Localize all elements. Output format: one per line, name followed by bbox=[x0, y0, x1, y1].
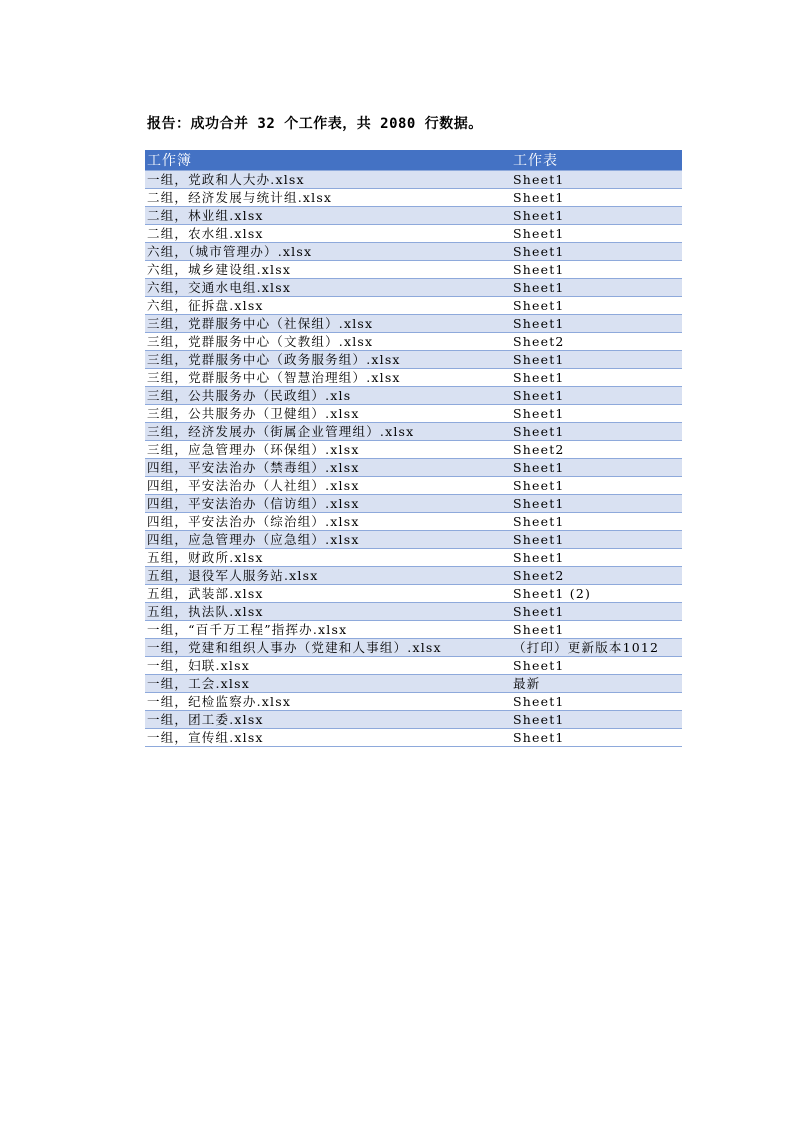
sheet-cell: Sheet1 bbox=[511, 513, 682, 531]
table-row bbox=[145, 531, 682, 549]
workbook-cell: 三组，公共服务办（民政组）.xls bbox=[145, 387, 511, 405]
table-row bbox=[145, 315, 682, 333]
workbook-cell: 五组，武装部.xlsx bbox=[145, 585, 511, 603]
workbook-cell: 四组，平安法治办（综治组）.xlsx bbox=[145, 513, 511, 531]
table-row bbox=[145, 423, 682, 441]
table-row bbox=[145, 603, 682, 621]
table-row bbox=[145, 477, 682, 495]
workbook-cell: 三组，党群服务中心（智慧治理组）.xlsx bbox=[145, 369, 511, 387]
workbook-cell: 三组，党群服务中心（文教组）.xlsx bbox=[145, 333, 511, 351]
sheet-cell: Sheet2 bbox=[511, 567, 682, 585]
sheet-cell: Sheet1 bbox=[511, 459, 682, 477]
workbook-cell: 三组，经济发展办（街属企业管理组）.xlsx bbox=[145, 423, 511, 441]
sheet-cell: Sheet1 bbox=[511, 279, 682, 297]
workbook-cell: 五组，财政所.xlsx bbox=[145, 549, 511, 567]
table-row bbox=[145, 189, 682, 207]
table-row bbox=[145, 351, 682, 369]
table-row bbox=[145, 297, 682, 315]
sheet-cell: Sheet1 bbox=[511, 495, 682, 513]
sheet-cell: Sheet1 bbox=[511, 711, 682, 729]
table-row bbox=[145, 711, 682, 729]
sheet-cell: Sheet1 bbox=[511, 729, 682, 747]
table-row bbox=[145, 333, 682, 351]
sheet-cell: Sheet1 bbox=[511, 621, 682, 639]
table-row bbox=[145, 657, 682, 675]
sheet-cell: Sheet2 bbox=[511, 441, 682, 459]
sheet-cell: Sheet1 bbox=[511, 225, 682, 243]
sheet-cell: Sheet1 bbox=[511, 351, 682, 369]
workbook-cell: 一组，宣传组.xlsx bbox=[145, 729, 511, 747]
workbook-cell: 四组，平安法治办（信访组）.xlsx bbox=[145, 495, 511, 513]
table-row bbox=[145, 567, 682, 585]
workbook-cell: 五组，执法队.xlsx bbox=[145, 603, 511, 621]
table-row bbox=[145, 513, 682, 531]
table-row bbox=[145, 405, 682, 423]
table-row bbox=[145, 675, 682, 693]
sheet-cell: Sheet1 bbox=[511, 369, 682, 387]
workbook-cell: 三组，党群服务中心（政务服务组）.xlsx bbox=[145, 351, 511, 369]
workbook-cell: 一组，团工委.xlsx bbox=[145, 711, 511, 729]
workbook-cell: 三组，公共服务办（卫健组）.xlsx bbox=[145, 405, 511, 423]
sheet-cell: Sheet1 bbox=[511, 693, 682, 711]
sheet-cell: Sheet1 (2) bbox=[511, 585, 682, 603]
workbook-cell: 五组，退役军人服务站.xlsx bbox=[145, 567, 511, 585]
table-row bbox=[145, 639, 682, 657]
workbook-cell: 二组，林业组.xlsx bbox=[145, 207, 511, 225]
header-workbook: 工作簿 bbox=[147, 153, 192, 169]
table-row bbox=[145, 369, 682, 387]
workbook-cell: 一组，党政和人大办.xlsx bbox=[145, 171, 511, 189]
workbook-cell: 四组，平安法治办（禁毒组）.xlsx bbox=[145, 459, 511, 477]
table-row bbox=[145, 171, 682, 189]
table-row bbox=[145, 693, 682, 711]
table-row bbox=[145, 261, 682, 279]
table-row bbox=[145, 495, 682, 513]
workbook-cell: 一组，“百千万工程”指挥办.xlsx bbox=[145, 621, 511, 639]
table-row bbox=[145, 441, 682, 459]
sheet-cell: Sheet1 bbox=[511, 297, 682, 315]
table-row bbox=[145, 549, 682, 567]
workbook-cell: 四组，平安法治办（人社组）.xlsx bbox=[145, 477, 511, 495]
table-row bbox=[145, 621, 682, 639]
sheet-cell: Sheet1 bbox=[511, 477, 682, 495]
workbook-cell: 一组，妇联.xlsx bbox=[145, 657, 511, 675]
table-row bbox=[145, 279, 682, 297]
sheet-cell: Sheet1 bbox=[511, 171, 682, 189]
header-sheet: 工作表 bbox=[513, 153, 558, 169]
workbook-cell: 六组，（城市管理办）.xlsx bbox=[145, 243, 511, 261]
sheet-cell: Sheet1 bbox=[511, 405, 682, 423]
sheet-cell: Sheet1 bbox=[511, 261, 682, 279]
sheet-cell: Sheet1 bbox=[511, 189, 682, 207]
sheet-cell: Sheet1 bbox=[511, 387, 682, 405]
merge-table bbox=[145, 150, 682, 747]
table-row bbox=[145, 585, 682, 603]
sheet-cell: Sheet1 bbox=[511, 549, 682, 567]
workbook-cell: 六组，征拆盘.xlsx bbox=[145, 297, 511, 315]
workbook-cell: 六组，城乡建设组.xlsx bbox=[145, 261, 511, 279]
workbook-cell: 二组，农水组.xlsx bbox=[145, 225, 511, 243]
workbook-cell: 一组，纪检监察办.xlsx bbox=[145, 693, 511, 711]
sheet-cell: Sheet2 bbox=[511, 333, 682, 351]
table-row bbox=[145, 243, 682, 261]
workbook-cell: 四组，应急管理办（应急组）.xlsx bbox=[145, 531, 511, 549]
sheet-cell: Sheet1 bbox=[511, 603, 682, 621]
sheet-cell: Sheet1 bbox=[511, 207, 682, 225]
sheet-cell: （打印）更新版本1012 bbox=[511, 639, 682, 657]
workbook-cell: 三组，应急管理办（环保组）.xlsx bbox=[145, 441, 511, 459]
workbook-cell: 二组，经济发展与统计组.xlsx bbox=[145, 189, 511, 207]
table-row bbox=[145, 225, 682, 243]
sheet-cell: 最新 bbox=[511, 675, 682, 693]
workbook-cell: 六组，交通水电组.xlsx bbox=[145, 279, 511, 297]
sheet-cell: Sheet1 bbox=[511, 657, 682, 675]
table-row bbox=[145, 729, 682, 747]
workbook-cell: 三组，党群服务中心（社保组）.xlsx bbox=[145, 315, 511, 333]
report-summary: 报告：成功合并 32 个工作表，共 2080 行数据。 bbox=[147, 116, 483, 132]
table-row bbox=[145, 207, 682, 225]
sheet-cell: Sheet1 bbox=[511, 243, 682, 261]
sheet-cell: Sheet1 bbox=[511, 531, 682, 549]
sheet-cell: Sheet1 bbox=[511, 423, 682, 441]
sheet-cell: Sheet1 bbox=[511, 315, 682, 333]
workbook-cell: 一组，工会.xlsx bbox=[145, 675, 511, 693]
workbook-cell: 一组，党建和组织人事办（党建和人事组）.xlsx bbox=[145, 639, 511, 657]
table-row bbox=[145, 459, 682, 477]
table-row bbox=[145, 387, 682, 405]
table-header-row bbox=[145, 150, 682, 171]
